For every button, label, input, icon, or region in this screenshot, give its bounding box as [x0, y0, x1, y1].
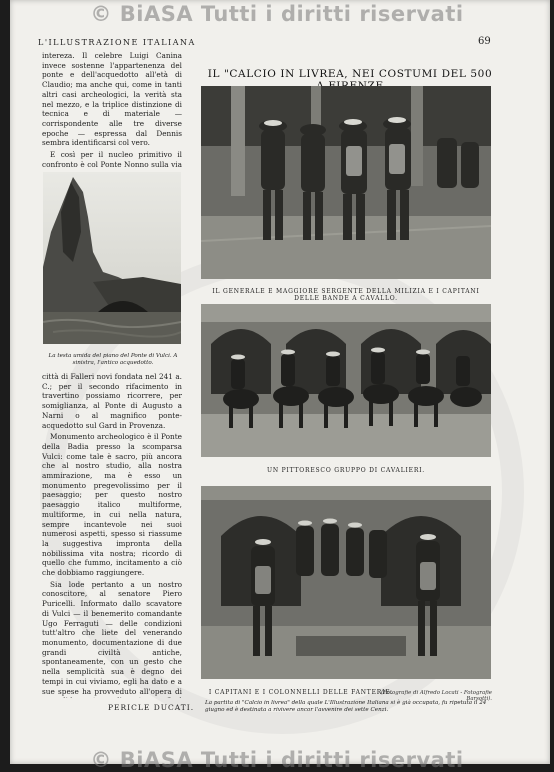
- paragraph: città di Falleri novi fondata nel 241 a. C.; per il secondo rifacimento in travertino possiamo ricorrere, per somiglianza, al Ponte di Augusto a Narni o al magnifico ponte-acquedotto sul Gard in Provenza.: [42, 372, 182, 430]
- photo-captains-group: [201, 86, 491, 279]
- photo-credit: (Fotografie di Alfredo Locati - Fotografie Barsotti).: [381, 690, 492, 702]
- paragraph: Monumento archeologico è il Ponte della Badia presso la scomparsa Vulci: come tale è sacro, più ancora che al nostro studio, alla nostra ammirazione, ma è esso un monumento pregevolissimo per il paesaggio; per questo nostro paesaggio italico multiforme, multiforme, in cui nella natura, sempre incantevole nei suoi numerosi aspetti, spesso si riassume la suggestiva impronta della nobilissima vita nostra; ricordo di quello che fummo, incitamento a ciò che dobbiamo raggiungere.: [42, 432, 182, 578]
- paragraph: intereza. Il celebre Luigi Canina invece sostenne l'appartenenza del ponte e dell'acquedotto all'età di Claudio; ma anche qui, come in tanti altri casi archeologici, la verità sta nel mezzo, e la triplice distinzione di tecnica e di materiale — corrispondente alle tre diverse epoche — espressa dal Dennis sembra identificarsi col vero.: [42, 51, 182, 148]
- article-column-bottom: [42, 372, 182, 698]
- photo-infantry-image: [201, 486, 491, 679]
- photo-captains-image: [201, 86, 491, 279]
- paragraph: Sia lode pertanto a un nostro conoscitore, al senatore Piero Puricelli. Informato dallo scavatore di Vulci — il benemerito comandante Ugo Ferraguti — delle condizioni tutt'altro che liete del venerando monumento, documentazione di due grandi civiltà antiche, spontaneamente, con un gesto che nella semplicità sua è degno dei tempi in cui viviamo, egli ha dato e a sue spese ha provveduto all'opera di: [42, 579, 182, 696]
- article-column-top: [42, 51, 182, 170]
- photo-caption: IL GENERALE E MAGGIORE SERGENTE DELLA MILIZIA E I CAPITANI DELLE BANDE A CAVALLO.: [212, 288, 480, 302]
- page-number: 69: [478, 36, 491, 47]
- photo-infantry-captains: [201, 486, 491, 679]
- paragraph: E così per il nucleo primitivo il confronto è col Ponte Nonno sulla via: [42, 150, 182, 169]
- photo-cavalry-image: [201, 304, 491, 457]
- bridge-photo-caption: La testa umida del piano del Ponte di Vulci. A sinistra, l'antico acquedotto.: [48, 353, 178, 366]
- running-title: L'ILLUSTRAZIONE ITALIANA: [38, 38, 196, 47]
- photo-caption: UN PITTORESCO GRUPPO DI CAVALIERI.: [266, 467, 426, 474]
- bridge-photo: [43, 172, 181, 344]
- article-signature: PERICLE DUCATI.: [108, 703, 195, 712]
- watermark-bottom: © BiASA Tutti i diritti riservati: [90, 748, 464, 772]
- photo-note: La partita di "Calcio in livrea" della quale L'Illustrazione Italiana si è già occupata, fu ripetuta il 24 giugno ed è destinata a rivivere ancor l'avvenire dei sette Cenzi.: [205, 700, 487, 713]
- article-title: IL "CALCIO IN LIVREA, NEI COSTUMI DEL 500: [207, 68, 493, 80]
- watermark-top: © BiASA Tutti i diritti riservati: [90, 2, 464, 26]
- photo-caption: I CAPITANI E I COLONNELLI DELLE FANTERIE.: [208, 689, 394, 696]
- photo-cavalry-group: [201, 304, 491, 457]
- bridge-photo-image: [43, 172, 181, 344]
